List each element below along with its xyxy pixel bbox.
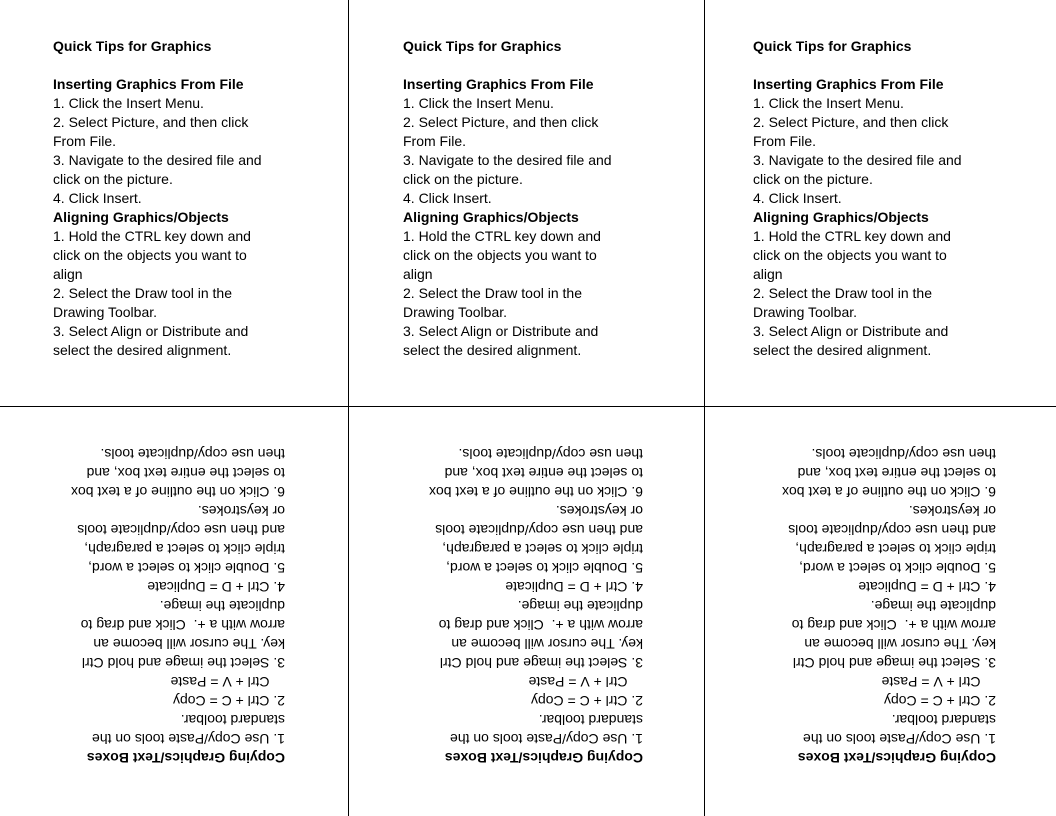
step-line: 1. Hold the CTRL key down and xyxy=(53,228,251,244)
step-line: 6. Click on the outline of a text box xyxy=(781,484,996,500)
step-line: 2. Select the Draw tool in the xyxy=(753,285,932,301)
step-line: arrow with a +. Click and drag to xyxy=(80,617,285,633)
horizontal-fold-line xyxy=(0,406,1056,407)
step-line: triple click to select a paragraph, xyxy=(795,541,996,557)
step-line: 5. Double click to select a word, xyxy=(799,560,996,576)
section-heading: Aligning Graphics/Objects xyxy=(53,209,229,225)
step-line: 3. Select the image and hold Ctrl xyxy=(81,655,285,671)
tip-card-bottom-1 xyxy=(40,437,285,767)
tip-card-bottom-3 xyxy=(751,437,996,767)
step-line: click on the picture. xyxy=(53,171,173,187)
step-line: click on the objects you want to xyxy=(53,247,247,263)
step-line: to select the entire text box, and xyxy=(444,465,643,481)
section-heading: Inserting Graphics From File xyxy=(53,76,244,92)
step-line: and then use copy/duplicate tools xyxy=(788,522,996,538)
step-line: standard toolbar. xyxy=(891,712,996,728)
vertical-fold-line-left xyxy=(348,0,349,816)
section-heading: Copying Graphics/Text Boxes xyxy=(444,750,643,766)
step-line: select the desired alignment. xyxy=(753,342,932,358)
step-line: 2. Ctrl + C = Copy xyxy=(883,693,996,709)
step-line: 1. Click the Insert Menu. xyxy=(753,95,904,111)
step-line: click on the picture. xyxy=(753,171,873,187)
section-heading: Aligning Graphics/Objects xyxy=(753,209,929,225)
step-line: click on the objects you want to xyxy=(753,247,947,263)
step-line: 2. Select Picture, and then click xyxy=(403,114,599,130)
step-line: then use copy/duplicate tools. xyxy=(100,446,285,462)
step-line: key. The cursor will become an xyxy=(451,636,643,652)
step-line: 3. Navigate to the desired file and xyxy=(403,152,612,168)
step-line: 2. Select the Draw tool in the xyxy=(53,285,232,301)
step-line: 3. Select Align or Distribute and xyxy=(53,323,249,339)
step-line: key. The cursor will become an xyxy=(804,636,996,652)
step-line: then use copy/duplicate tools. xyxy=(811,446,996,462)
step-line: then use copy/duplicate tools. xyxy=(458,446,643,462)
step-line: duplicate the image. xyxy=(159,598,285,614)
step-line: 1. Use Copy/Paste tools on the xyxy=(803,731,996,747)
card-title: Quick Tips for Graphics xyxy=(403,38,562,54)
step-line: to select the entire text box, and xyxy=(86,465,285,481)
section-heading: Inserting Graphics From File xyxy=(403,76,594,92)
step-line: 3. Select the image and hold Ctrl xyxy=(439,655,643,671)
step-line: Drawing Toolbar. xyxy=(753,304,858,320)
step-line: triple click to select a paragraph, xyxy=(442,541,643,557)
step-line: From File. xyxy=(753,133,816,149)
step-line: Drawing Toolbar. xyxy=(53,304,158,320)
step-line: Drawing Toolbar. xyxy=(403,304,508,320)
step-line: or keystrokes. xyxy=(908,503,996,519)
step-line: align xyxy=(403,266,433,282)
step-line: 1. Click the Insert Menu. xyxy=(403,95,554,111)
step-line: 3. Select the image and hold Ctrl xyxy=(792,655,996,671)
step-line: 1. Use Copy/Paste tools on the xyxy=(92,731,285,747)
step-line: standard toolbar. xyxy=(180,712,285,728)
step-line: align xyxy=(53,266,83,282)
step-line: key. The cursor will become an xyxy=(93,636,285,652)
step-line: 3. Select Align or Distribute and xyxy=(753,323,949,339)
step-line: 2. Select the Draw tool in the xyxy=(403,285,582,301)
step-line: and then use copy/duplicate tools xyxy=(435,522,643,538)
vertical-fold-line-right xyxy=(704,0,705,816)
step-line: select the desired alignment. xyxy=(403,342,582,358)
step-line: click on the objects you want to xyxy=(403,247,597,263)
step-line: 1. Hold the CTRL key down and xyxy=(403,228,601,244)
step-line: align xyxy=(753,266,783,282)
section-heading: Inserting Graphics From File xyxy=(753,76,944,92)
step-line: duplicate the image. xyxy=(517,598,643,614)
section-heading: Copying Graphics/Text Boxes xyxy=(86,750,285,766)
step-line: 3. Navigate to the desired file and xyxy=(753,152,962,168)
step-line: 4. Click Insert. xyxy=(53,190,142,206)
step-line: 3. Select Align or Distribute and xyxy=(403,323,599,339)
step-line: triple click to select a paragraph, xyxy=(84,541,285,557)
step-line: 2. Select Picture, and then click xyxy=(53,114,249,130)
step-line: 2. Select Picture, and then click xyxy=(753,114,949,130)
step-line: and then use copy/duplicate tools xyxy=(77,522,285,538)
step-line: standard toolbar. xyxy=(538,712,643,728)
step-line: 5. Double click to select a word, xyxy=(446,560,643,576)
step-line: 4. Ctrl + D = Duplicate xyxy=(858,579,996,595)
step-line: From File. xyxy=(403,133,466,149)
step-line: or keystrokes. xyxy=(197,503,285,519)
tip-card-bottom-2 xyxy=(398,437,643,767)
card-title: Quick Tips for Graphics xyxy=(53,38,212,54)
step-line: 1. Hold the CTRL key down and xyxy=(753,228,951,244)
step-line: 1. Use Copy/Paste tools on the xyxy=(450,731,643,747)
tip-card-top-1 xyxy=(53,37,298,360)
step-line: Ctrl + V = Paste xyxy=(881,674,996,690)
step-line: 3. Navigate to the desired file and xyxy=(53,152,262,168)
step-line: 2. Ctrl + C = Copy xyxy=(530,693,643,709)
step-line: 4. Click Insert. xyxy=(403,190,492,206)
step-line: to select the entire text box, and xyxy=(797,465,996,481)
step-line: or keystrokes. xyxy=(555,503,643,519)
step-line: From File. xyxy=(53,133,116,149)
step-line: 4. Ctrl + D = Duplicate xyxy=(147,579,285,595)
card-title: Quick Tips for Graphics xyxy=(753,38,912,54)
step-line: 1. Click the Insert Menu. xyxy=(53,95,204,111)
step-line: 4. Ctrl + D = Duplicate xyxy=(505,579,643,595)
step-line: 6. Click on the outline of a text box xyxy=(70,484,285,500)
tip-card-top-3 xyxy=(753,37,998,360)
step-line: Ctrl + V = Paste xyxy=(170,674,285,690)
step-line: duplicate the image. xyxy=(870,598,996,614)
section-heading: Copying Graphics/Text Boxes xyxy=(797,750,996,766)
step-line: 5. Double click to select a word, xyxy=(88,560,285,576)
step-line: arrow with a +. Click and drag to xyxy=(791,617,996,633)
step-line: select the desired alignment. xyxy=(53,342,232,358)
step-line: 4. Click Insert. xyxy=(753,190,842,206)
step-line: Ctrl + V = Paste xyxy=(528,674,643,690)
step-line: 6. Click on the outline of a text box xyxy=(428,484,643,500)
step-line: 2. Ctrl + C = Copy xyxy=(172,693,285,709)
section-heading: Aligning Graphics/Objects xyxy=(403,209,579,225)
tip-card-top-2 xyxy=(403,37,648,360)
step-line: click on the picture. xyxy=(403,171,523,187)
step-line: arrow with a +. Click and drag to xyxy=(438,617,643,633)
